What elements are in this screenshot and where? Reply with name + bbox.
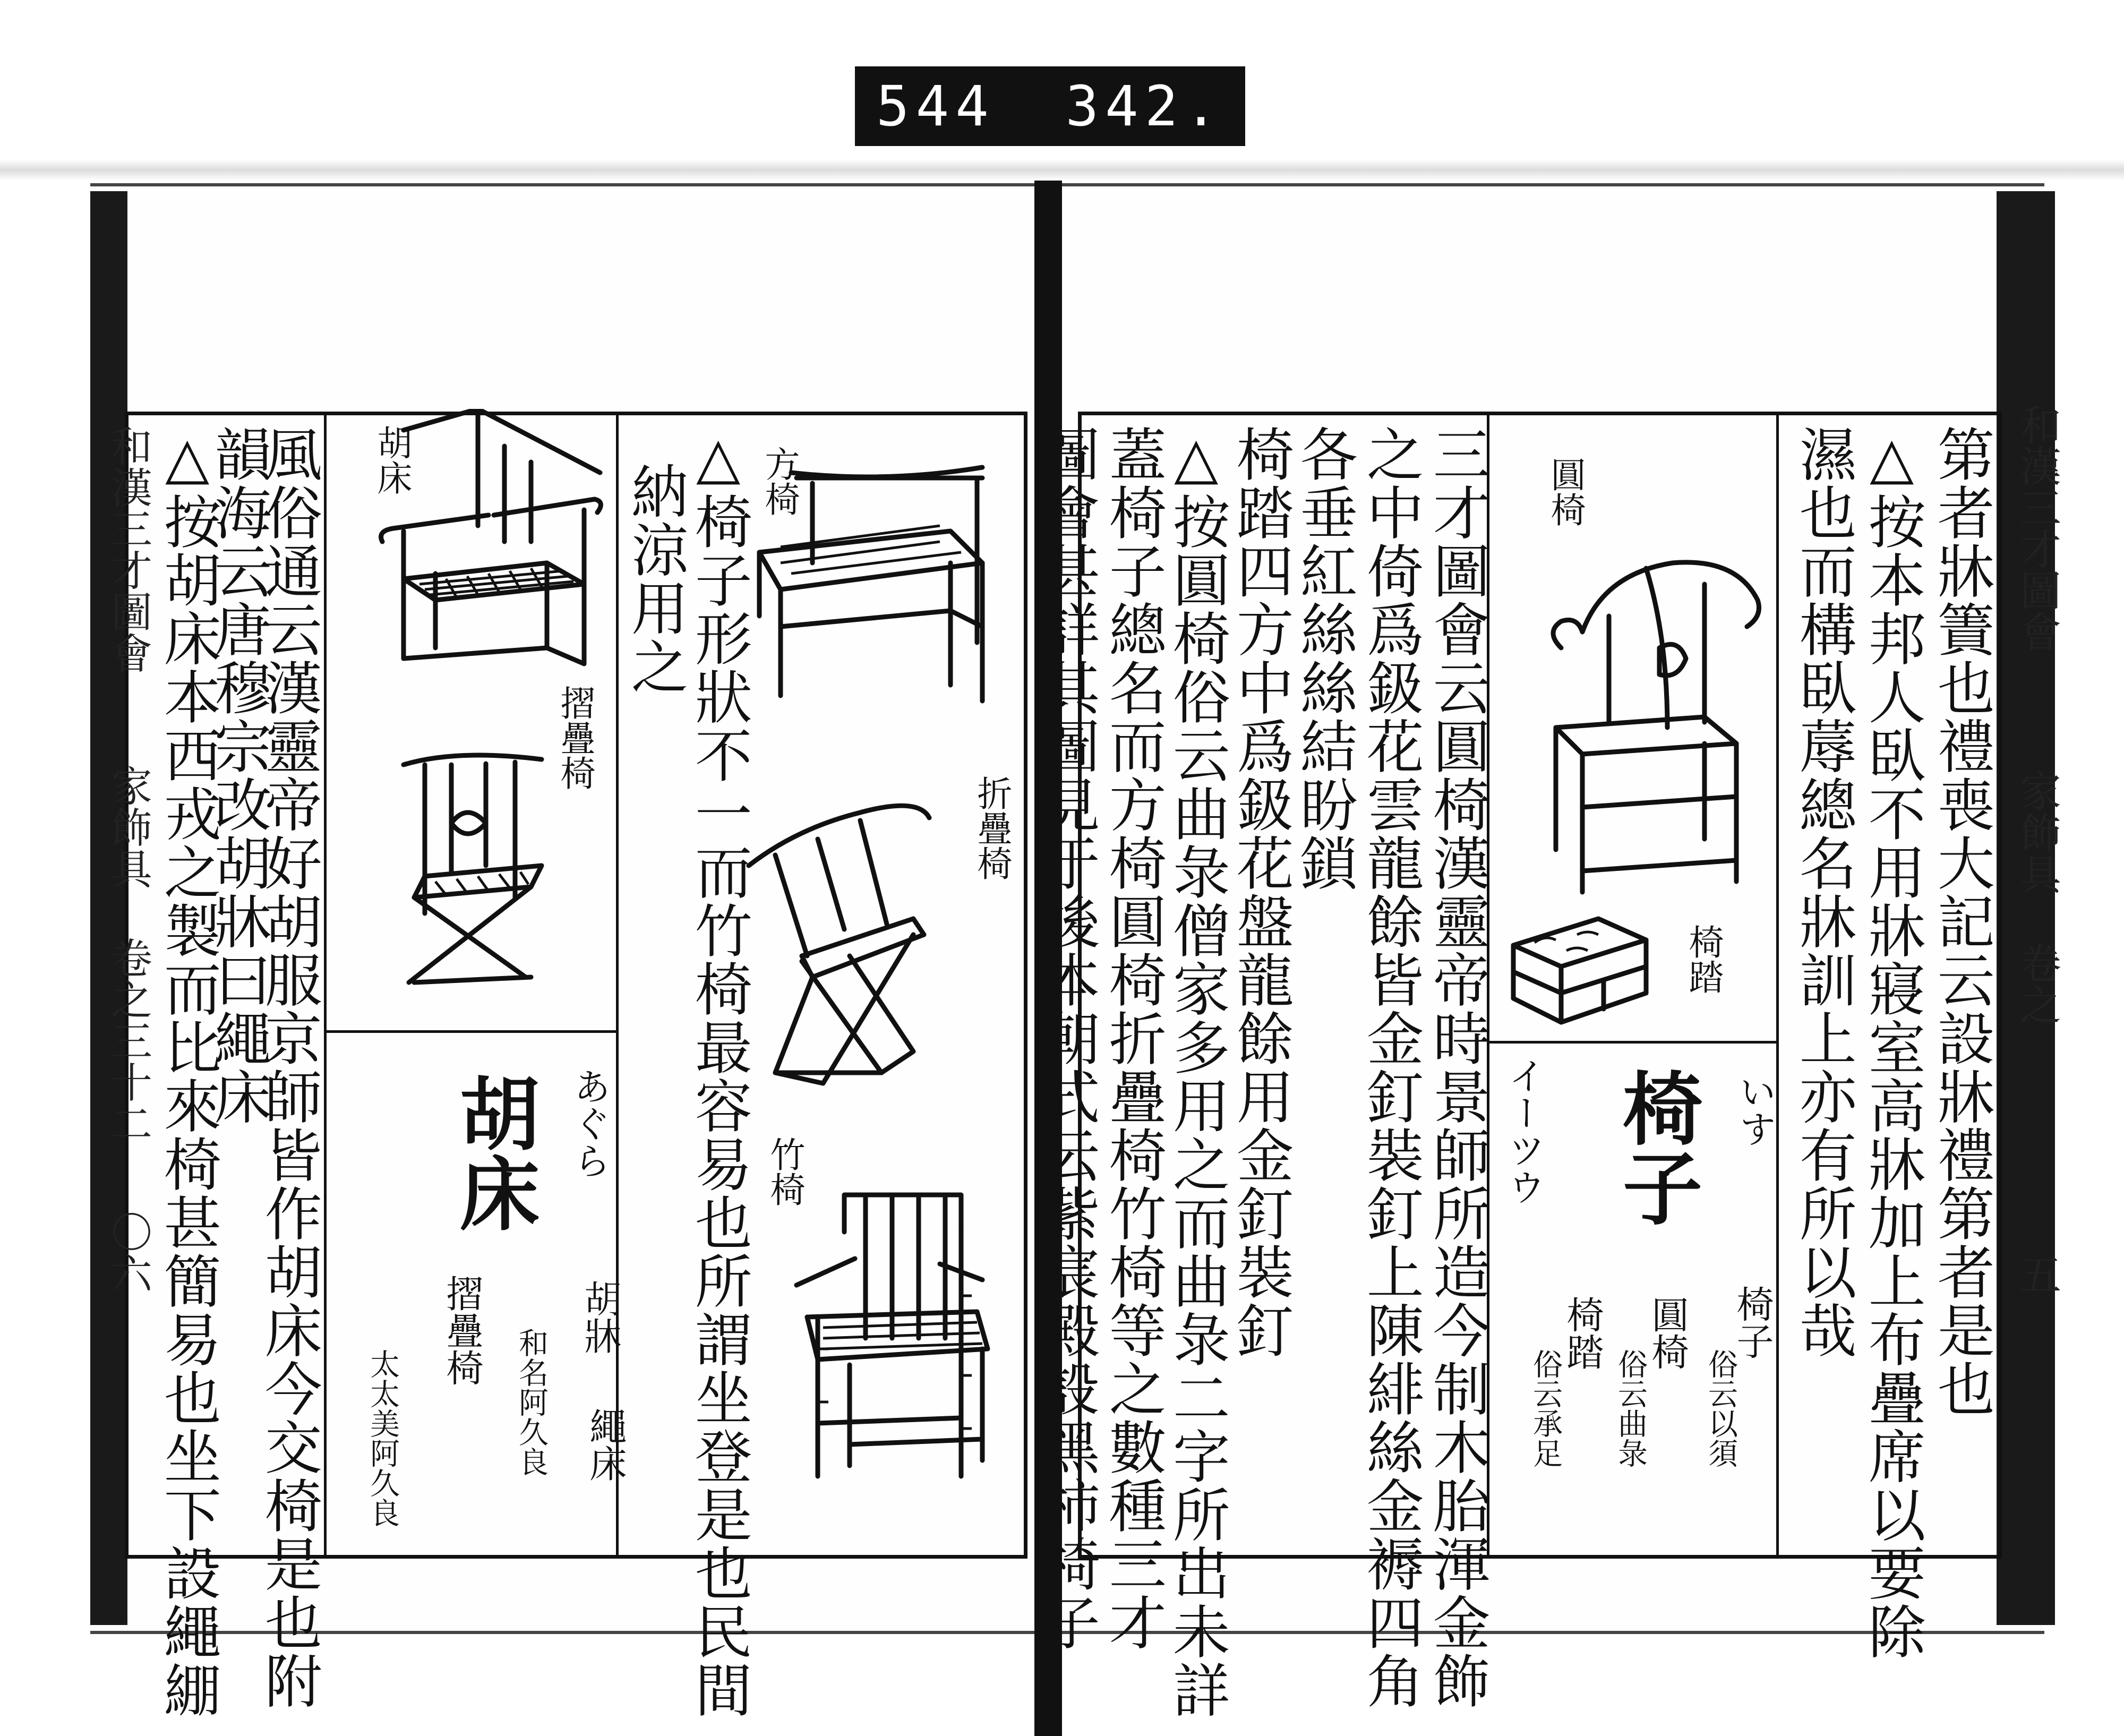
right-entry-kitou: 椅踏 (1561, 1296, 1604, 1370)
left-entry-reading: あぐら (568, 1067, 611, 1179)
left-col-hushou: △按胡床本西戎之製而比來椅甚簡易也坐下設繩綳 (154, 425, 221, 1719)
round-chair-illustration (1545, 552, 1768, 903)
left-entry-taibi: 太太美阿久良 (365, 1349, 400, 1527)
left-entry-heading: 胡床 (446, 1073, 539, 1232)
right-entry-isu: 椅子 (1731, 1285, 1774, 1359)
right-entry-isu-gloss: 俗云以須 (1703, 1349, 1738, 1468)
folding-stool-chair-illustration (743, 797, 956, 1094)
left-entry-kana-jousho: 繩床 (584, 1407, 627, 1482)
left-entry-shojoi: 摺疊椅 (440, 1275, 484, 1386)
folding-armchair-illustration (372, 409, 616, 696)
right-col-sansai3: 各垂紅絲絲結盼鎖 (1290, 425, 1357, 892)
right-rule-3 (1489, 1041, 1776, 1044)
fig-label-enki: 圓椅 (1545, 457, 1586, 527)
fig-label-kitou: 椅踏 (1683, 924, 1724, 994)
left-entry-wamyo: 和名阿久良 (514, 1328, 549, 1476)
right-col-an2: 蓋椅子總名而方椅圓椅折疊椅竹椅等之數種三才 (1099, 425, 1166, 1652)
folding-chair-illustration (393, 743, 552, 998)
left-margin-folio: 〇六 (104, 1211, 152, 1294)
stamp-left-number: 544 (876, 74, 995, 139)
left-col-fuzoku: 風俗通云漢靈帝好胡服京師皆作胡床今交椅是也附 (255, 425, 322, 1710)
left-col-inkai: 韻海云唐穆宗改胡牀曰繩床 (204, 425, 271, 1126)
scan-shadow (0, 159, 2124, 181)
bamboo-chair-illustration (786, 1190, 998, 1487)
left-entry-kana-hushou: 胡牀 (578, 1280, 622, 1354)
fig-label-shojo: 摺疊椅 (554, 685, 595, 790)
left-margin-title: 和漢三才圖會 (104, 425, 152, 673)
fig-label-chikui: 竹椅 (764, 1136, 805, 1207)
right-col-r3: 濕也而構臥蓐總名牀訓上亦有所以哉 (1789, 425, 1856, 1359)
right-entry-enki: 圓椅 (1646, 1296, 1689, 1370)
fig-label-kosho: 胡床 (371, 425, 412, 495)
stamp-right-number: 342. (1065, 74, 1224, 139)
left-margin-chapter: 家飾具 卷之三十二 (104, 765, 152, 1144)
right-entry-heading: 椅子 (1609, 1067, 1702, 1227)
right-entry-reading-left: イーツウ (1502, 1057, 1546, 1205)
square-chair-illustration (749, 457, 993, 712)
right-rule-2 (1776, 414, 1779, 1556)
right-entry-reading-right: いす (1733, 1073, 1777, 1147)
right-margin-title: 和漢三才圖會 (2013, 404, 2061, 652)
right-margin-folio: 五 (2013, 1253, 2061, 1295)
right-col-sansai2: 之中倚爲鈒花雲龍餘皆金釘裝釘上陳緋絲金褥四角 (1357, 425, 1424, 1710)
footstool-illustration (1503, 908, 1657, 1030)
left-col-isu-note2: 納涼用之 (621, 462, 688, 696)
right-col-sansai4: 椅踏四方中爲鈒花盤龍餘用金釘裝釘 (1227, 425, 1294, 1359)
archive-stamp (855, 66, 1245, 146)
left-rule-1 (324, 414, 327, 1556)
fig-label-hoi: 方椅 (759, 446, 800, 516)
right-margin-chapter: 家飾具 卷之 (2013, 770, 2061, 1025)
fig-label-setsujo: 折疊椅 (971, 775, 1012, 880)
left-rule-3 (327, 1030, 616, 1033)
left-col-isu-note1: △椅子形狀不一而竹椅最容易也所謂坐登是也民間 (685, 425, 752, 1719)
right-col-an3: 圖會甚詳其圖見于後本朝式云紫宸殿設黑柿椅子 (1033, 425, 1100, 1652)
right-entry-enki-gloss: 俗云曲彔 (1613, 1349, 1648, 1468)
right-col-r2: △按本邦人臥不用牀寢室高牀加上布疊席以要除 (1858, 425, 1925, 1661)
right-entry-kitou-gloss: 俗云承足 (1528, 1349, 1563, 1468)
right-col-r1: 第者牀簀也禮喪大記云設牀禮第者是也 (1928, 425, 1994, 1418)
right-col-an1: △按圓椅俗云曲彔僧家多用之而曲彔二字所出未詳 (1163, 425, 1230, 1719)
left-rule-2 (616, 414, 619, 1556)
right-col-sansai1: 三才圖會云圓椅漢靈帝時景師所造今制木胎渾金飾 (1423, 425, 1490, 1710)
